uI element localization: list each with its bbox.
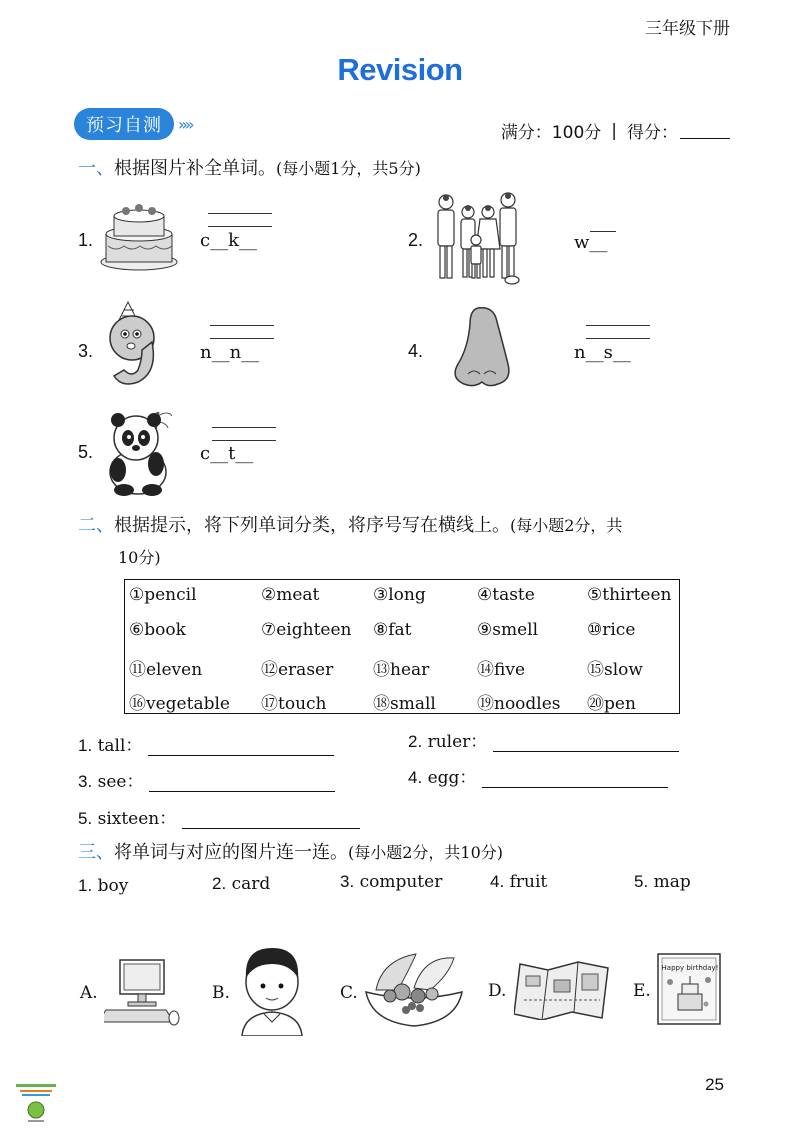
word-bank-box [124, 579, 680, 714]
match-number: 1. [78, 876, 93, 895]
section2-title: 根据提示，将下列单词分类，将序号写在横线上。 [114, 515, 510, 536]
match-number: 4. [490, 872, 505, 891]
panda-icon [104, 408, 178, 496]
match-word: computer [359, 872, 443, 892]
prompt-number: 1. [78, 736, 93, 755]
match-word-5[interactable] [634, 872, 691, 892]
item2-word-pattern[interactable]: w__ [574, 232, 608, 253]
match-number: 2. [212, 874, 227, 893]
prompt-number: 4. [408, 768, 423, 787]
computer-icon[interactable] [104, 956, 184, 1028]
word-bank-item: ③long [373, 585, 426, 605]
section2-note-continued: 10分) [118, 548, 161, 567]
prompt-4 [408, 763, 668, 788]
match-word: fruit [509, 872, 548, 892]
birthday-card-icon[interactable] [656, 950, 724, 1026]
word-bank-item: ⑪eleven [129, 660, 203, 680]
word-bank-item: ⑨smell [477, 620, 539, 640]
section2-number: 二、 [78, 515, 114, 536]
double-chevron-icon: »» [178, 114, 192, 134]
answer-line[interactable] [493, 733, 679, 752]
item4-guide-lines-top [586, 316, 650, 342]
prompt-word: see： [97, 772, 144, 792]
prompt-3 [78, 767, 335, 792]
fruit-bowl-icon[interactable] [362, 948, 466, 1028]
word-bank-item: ⑩rice [587, 620, 636, 640]
number-nine-icon [100, 298, 166, 390]
prompt-2 [408, 727, 679, 752]
word-bank-item: ⑥book [129, 620, 186, 640]
picture-letter-a: A. [80, 983, 98, 1003]
section1-note: (每小题1分，共5分) [276, 159, 421, 178]
got-score-label: 得分： [627, 123, 678, 143]
page-number: 25 [705, 1075, 724, 1094]
preview-badge-label: 预习自测 [74, 108, 174, 140]
word-bank-item: ②meat [261, 585, 320, 605]
word-bank-item: ⑯vegetable [129, 694, 230, 714]
picture-letter-b: B. [212, 983, 230, 1003]
section1-number: 一、 [78, 158, 114, 179]
prompt-5 [78, 804, 360, 829]
prompt-word: egg： [427, 768, 477, 788]
match-number: 3. [340, 872, 355, 891]
answer-line[interactable] [149, 773, 335, 792]
item4-number: 4. [408, 341, 424, 361]
answer-line[interactable] [148, 737, 334, 756]
prompt-1 [78, 731, 334, 756]
prompt-word: tall： [97, 736, 143, 756]
item3-guide-lines-top [210, 316, 274, 342]
word-bank-item: ⑬hear [373, 660, 430, 680]
publisher-logo [14, 1082, 58, 1124]
word-bank-item: ⑲noodles [477, 694, 561, 714]
word-bank-item: ⑦eighteen [261, 620, 352, 640]
section2-heading [78, 511, 622, 537]
picture-letter-e: E. [633, 981, 651, 1001]
picture-letter-c: C. [340, 983, 358, 1003]
preview-section-badge [74, 108, 192, 140]
item3-word-pattern[interactable]: n__n__ [200, 342, 260, 363]
item5-guide-lines-top [212, 418, 276, 444]
full-score-label: 满分：100分 [500, 123, 602, 143]
prompt-number: 2. [408, 732, 423, 751]
section2-note: (每小题2分，共 [510, 516, 623, 535]
score-separator: | [611, 120, 617, 141]
prompt-word: ruler： [427, 732, 488, 752]
section3-note: (每小题2分，共10分) [348, 843, 504, 862]
word-bank-item: ⑱small [373, 694, 436, 714]
picture-letter-d: D. [488, 981, 507, 1001]
word-bank-item: ④taste [477, 585, 535, 605]
card-greeting-text: Happy birthday! [661, 964, 719, 972]
family-icon [432, 188, 524, 288]
word-bank-item: ⑰touch [261, 694, 327, 714]
word-bank-item: ⑳pen [587, 694, 636, 714]
match-word: card [231, 874, 271, 894]
score-line [501, 118, 730, 143]
match-word: boy [97, 876, 129, 896]
prompt-word: sixteen： [97, 809, 177, 829]
prompt-number: 3. [78, 772, 93, 791]
section3-heading [78, 838, 503, 864]
score-blank[interactable] [680, 122, 730, 139]
section1-title: 根据图片补全单词。 [114, 158, 276, 179]
cake-icon [98, 200, 180, 272]
answer-line[interactable] [482, 769, 668, 788]
word-bank-item: ①pencil [129, 585, 197, 605]
item1-word-pattern[interactable]: c__k__ [200, 230, 257, 251]
section1-heading [78, 154, 421, 180]
word-bank-item: ⑭five [477, 660, 526, 680]
item5-word-pattern[interactable]: c__t__ [200, 443, 254, 464]
nose-icon [448, 304, 514, 390]
section3-number: 三、 [78, 842, 114, 863]
match-word: map [653, 872, 691, 892]
match-word-4[interactable] [490, 872, 547, 892]
item1-number: 1. [78, 230, 94, 250]
match-number: 5. [634, 872, 649, 891]
page-title: Revision [337, 52, 463, 87]
word-bank-item: ⑫eraser [261, 660, 334, 680]
item2-number: 2. [408, 230, 424, 250]
item1-guide-lines-top [208, 204, 272, 230]
match-word-1[interactable] [78, 876, 128, 896]
word-bank-item: ⑧fat [373, 620, 412, 640]
word-bank-item: ⑤thirteen [587, 585, 672, 605]
item3-number: 3. [78, 341, 94, 361]
item4-word-pattern[interactable]: n__s__ [574, 342, 631, 363]
word-bank-item: ⑮slow [587, 660, 643, 680]
match-word-3[interactable] [340, 872, 442, 892]
boy-icon[interactable] [236, 944, 308, 1036]
item5-number: 5. [78, 442, 94, 462]
prompt-number: 5. [78, 809, 93, 828]
grade-label: 三年级下册 [645, 19, 730, 39]
answer-line[interactable] [182, 810, 360, 829]
section3-title: 将单词与对应的图片连一连。 [114, 842, 348, 863]
map-icon[interactable] [514, 956, 614, 1020]
match-word-2[interactable] [212, 874, 270, 894]
